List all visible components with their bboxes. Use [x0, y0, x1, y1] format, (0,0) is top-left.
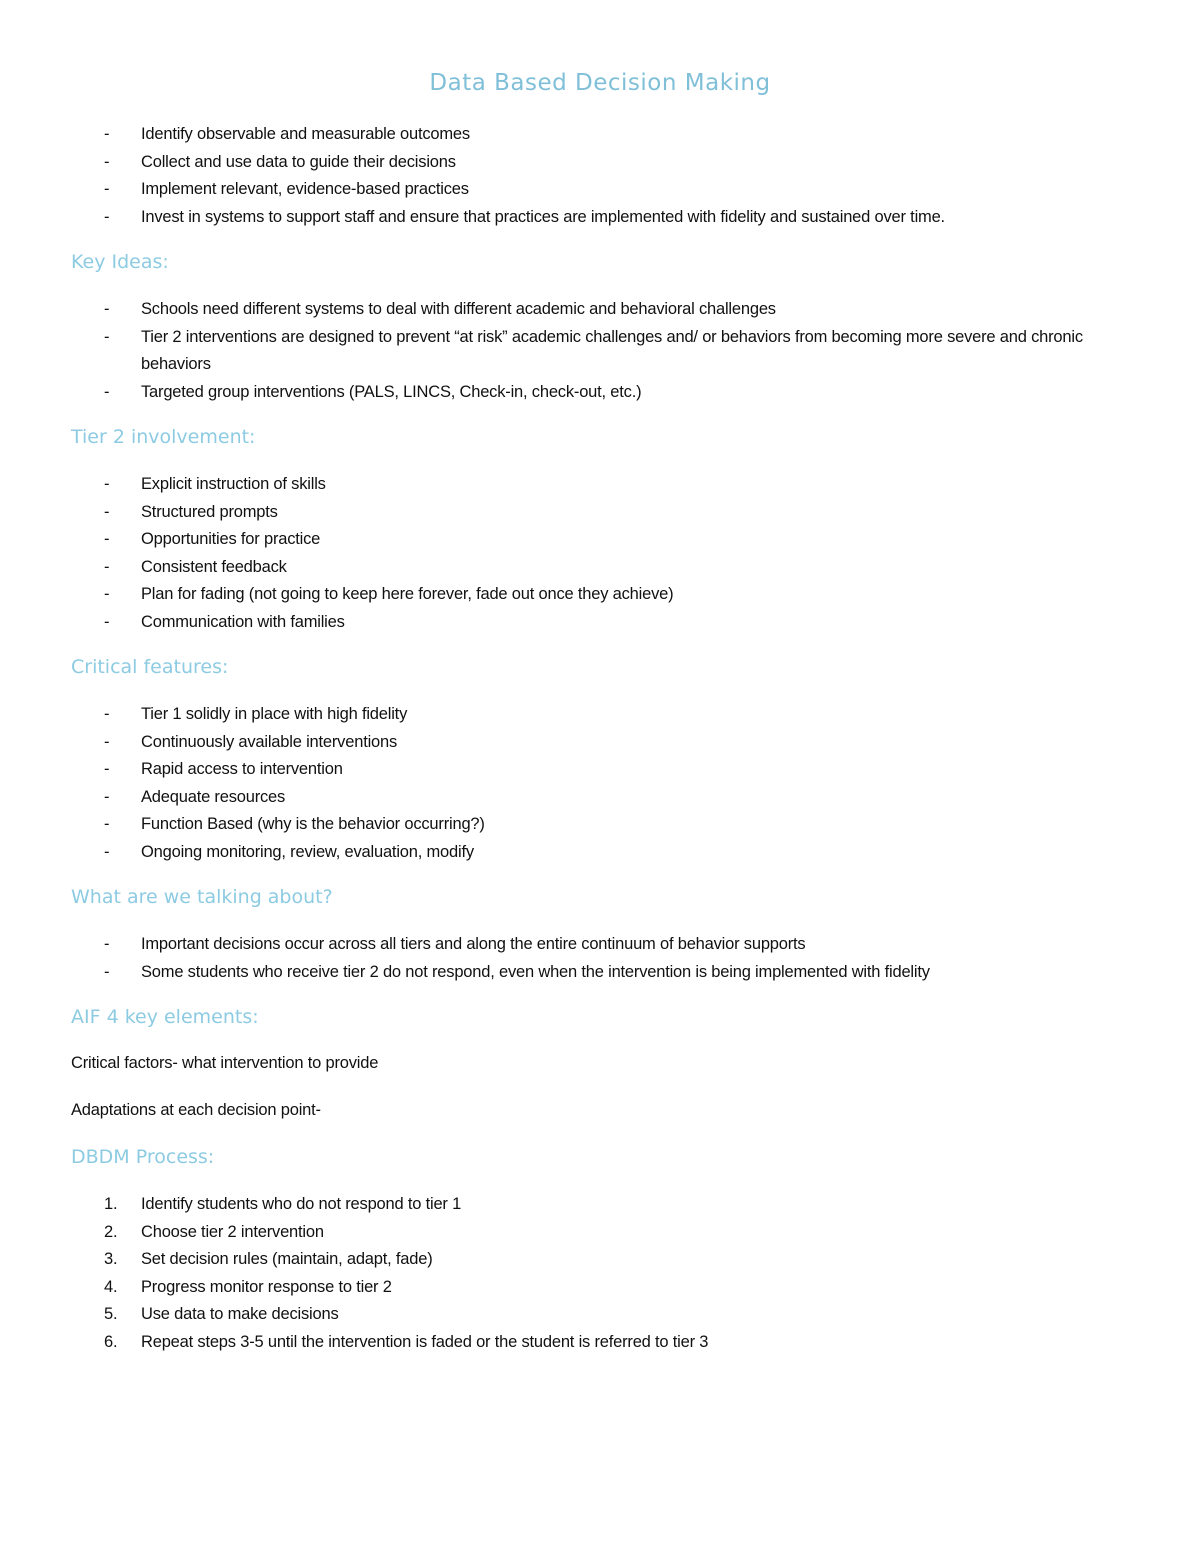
list-item: - Tier 1 solidly in place with high fidelity	[0, 701, 1111, 729]
number-marker: 6.	[104, 1332, 118, 1351]
dash-bullet: -	[104, 300, 110, 318]
list-item: - Communication with families	[0, 609, 1111, 637]
list-item: - Adequate resources	[0, 784, 1111, 812]
dash-bullet: -	[104, 612, 110, 631]
dash-bullet: -	[104, 842, 110, 861]
intro-list	[0, 121, 1111, 231]
list-item: - Plan for fading (not going to keep here forever, fade out once they achieve)	[0, 581, 1111, 609]
dash-bullet: -	[104, 125, 110, 143]
heading-dbdm-process: DBDM Process:	[71, 1146, 215, 1168]
aif-paragraph-adaptations: Adaptations at each decision point-	[71, 1101, 321, 1119]
number-marker: 5.	[104, 1305, 118, 1323]
dash-bullet: -	[104, 935, 110, 953]
list-item: - Schools need different systems to deal with different academic and behavioral challenges	[0, 296, 1111, 324]
list-item: 5. Use data to make decisions	[0, 1301, 1111, 1329]
list-item: 4. Progress monitor response to tier 2	[0, 1274, 1111, 1302]
list-item: - Rapid access to intervention	[0, 756, 1111, 784]
list-item: 3. Set decision rules (maintain, adapt, fade)	[0, 1246, 1111, 1274]
list-item: - Consistent feedback	[0, 554, 1111, 582]
heading-key-ideas: Key Ideas:	[71, 251, 169, 273]
talking-list	[0, 931, 1111, 986]
list-item: - Structured prompts	[0, 499, 1111, 527]
dash-bullet: -	[104, 787, 110, 806]
key-ideas-list	[0, 296, 1111, 406]
dash-bullet: -	[104, 815, 110, 833]
heading-what-are-we-talking-about: What are we talking about?	[71, 886, 333, 908]
aif-paragraph-critical-factors: Critical factors- what intervention to provide	[71, 1054, 379, 1072]
list-item: - Invest in systems to support staff and ensure that practices are implemented with fidelity and sustained over time.	[0, 204, 1111, 232]
dash-bullet: -	[104, 327, 110, 346]
dash-bullet: -	[104, 152, 110, 171]
dash-bullet: -	[104, 530, 110, 548]
number-marker: 4.	[104, 1277, 118, 1296]
list-item: - Ongoing monitoring, review, evaluation, modify	[0, 839, 1111, 867]
list-item: - Function Based (why is the behavior occurring?)	[0, 811, 1111, 839]
dash-bullet: -	[104, 585, 110, 603]
dash-bullet: -	[104, 760, 110, 778]
dash-bullet: -	[104, 705, 110, 723]
list-item: - Continuously available interventions	[0, 729, 1111, 757]
dash-bullet: -	[104, 962, 110, 981]
tier2-list	[0, 471, 1111, 636]
number-marker: 2.	[104, 1222, 118, 1241]
dash-bullet: -	[104, 502, 110, 521]
list-item: - Targeted group interventions (PALS, LINCS, Check-in, check-out, etc.)	[0, 379, 1111, 407]
list-item: 6. Repeat steps 3-5 until the intervention is faded or the student is referred to tier 3	[0, 1329, 1111, 1357]
list-item: - Collect and use data to guide their decisions	[0, 149, 1111, 177]
number-marker: 1.	[104, 1195, 118, 1213]
dash-bullet: -	[104, 557, 110, 576]
list-item: - Important decisions occur across all tiers and along the entire continuum of behavior supports	[0, 931, 1111, 959]
list-item: - Identify observable and measurable outcomes	[0, 121, 1111, 149]
list-item: 2. Choose tier 2 intervention	[0, 1219, 1111, 1247]
document-title: Data Based Decision Making	[429, 70, 771, 96]
dash-bullet: -	[104, 382, 110, 401]
dash-bullet: -	[104, 475, 110, 493]
list-item: - Some students who receive tier 2 do not respond, even when the intervention is being implemented with fidelity	[0, 959, 1111, 987]
list-item: - Tier 2 interventions are designed to prevent “at risk” academic challenges and/ or behaviors from becoming more severe and chronic behaviors	[0, 324, 1111, 379]
dash-bullet: -	[104, 732, 110, 751]
list-item: - Opportunities for practice	[0, 526, 1111, 554]
heading-critical-features: Critical features:	[71, 656, 229, 678]
dash-bullet: -	[104, 207, 110, 226]
list-item: 1. Identify students who do not respond to tier 1	[0, 1191, 1111, 1219]
list-item: - Implement relevant, evidence-based practices	[0, 176, 1111, 204]
dash-bullet: -	[104, 180, 110, 198]
heading-tier2-involvement: Tier 2 involvement:	[71, 426, 256, 448]
list-item: - Explicit instruction of skills	[0, 471, 1111, 499]
number-marker: 3.	[104, 1250, 118, 1268]
critical-features-list	[0, 701, 1111, 866]
heading-aif-key-elements: AIF 4 key elements:	[71, 1006, 259, 1028]
dbdm-process-list	[0, 1191, 1111, 1356]
